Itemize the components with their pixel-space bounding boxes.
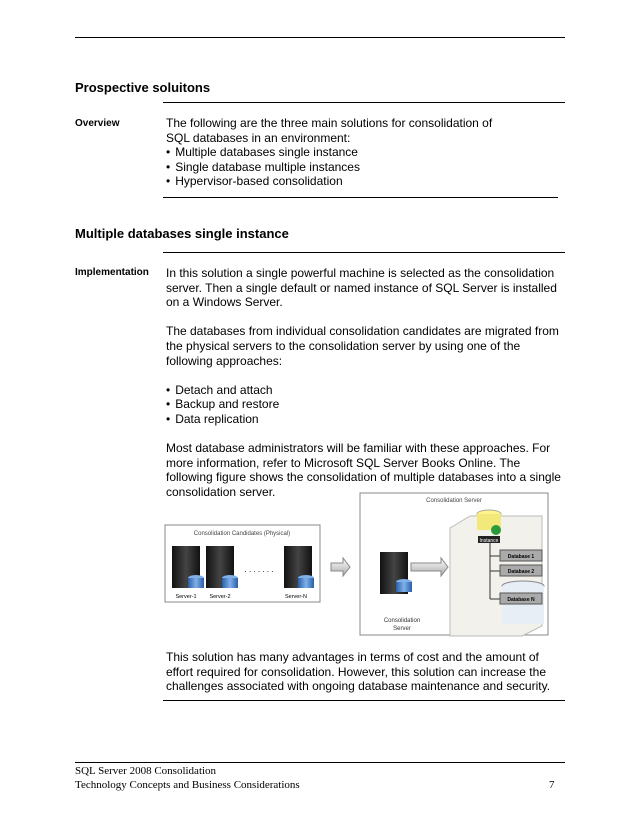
server-icon: [206, 546, 238, 588]
section-heading: Prospective soluitons: [75, 80, 211, 95]
server-icon: [172, 546, 204, 588]
divider: [163, 700, 565, 701]
instance-label: Instance: [479, 538, 499, 544]
list-item: • Hypervisor-based consolidation: [166, 174, 511, 189]
database-label: Database 2: [507, 569, 535, 575]
section-heading: Multiple databases single instance: [75, 226, 289, 241]
server-label: Server-1: [175, 594, 197, 600]
server-label: Server-2: [209, 594, 231, 600]
server-caption: Consolidation: [383, 618, 421, 624]
divider: [163, 197, 558, 198]
consolidation-server-icon: [380, 552, 412, 594]
paragraph: This solution has many advantages in terms of cost and the amount of effort required for consolidation. However, this solution can increase the challenges associated with ongoing database maintenance and security.: [166, 650, 551, 694]
database-label: Database 1: [507, 554, 535, 560]
top-rule: [75, 37, 565, 38]
server-label: Server-N: [284, 594, 308, 600]
implementation-label: Implementation: [75, 267, 149, 278]
paragraph: The databases from individual consolidation candidates are migrated from the physical servers to the consolidation server by using one of the following approaches:: [166, 324, 559, 368]
paragraph: Most database administrators will be familiar with these approaches. For more information, refer to Microsoft SQL Server Books Online. The following figure shows the consolidation of multiple databases into a single consolidation server.: [166, 441, 561, 499]
paragraph: The following are the three main solutions for consolidation of SQL databases in an environment:: [166, 116, 493, 145]
footer-line-2: Technology Concepts and Business Considerations: [75, 779, 300, 791]
paragraph: In this solution a single powerful machine is selected as the consolidation server. Then a single default or named instance of SQL Server is installed on a Windows Server.: [166, 266, 557, 310]
list-item: • Multiple databases single instance: [166, 145, 511, 160]
overview-text: [166, 116, 511, 189]
ellipsis-dots: . . . . . . .: [244, 565, 274, 574]
list-item: • Data replication: [166, 412, 564, 427]
instance-icon: [491, 525, 501, 535]
implementation-text: [166, 266, 564, 514]
server-icon: [284, 546, 314, 588]
consolidation-figure: [160, 490, 555, 640]
arrow-icon: [331, 558, 350, 576]
divider: [163, 252, 565, 253]
server-title: Consolidation Server: [426, 498, 482, 504]
page-number: 7: [549, 779, 555, 791]
list-item: • Backup and restore: [166, 397, 564, 412]
footer-rule: [75, 762, 565, 763]
divider: [163, 102, 565, 103]
footer-line-1: SQL Server 2008 Consolidation: [75, 765, 217, 777]
database-label: Database N: [507, 597, 535, 603]
list-item: • Single database multiple instances: [166, 160, 511, 175]
candidates-title: Consolidation Candidates (Physical): [193, 531, 291, 537]
server-caption: Server: [393, 626, 411, 632]
list-item: • Detach and attach: [166, 383, 564, 398]
overview-label: Overview: [75, 118, 120, 129]
